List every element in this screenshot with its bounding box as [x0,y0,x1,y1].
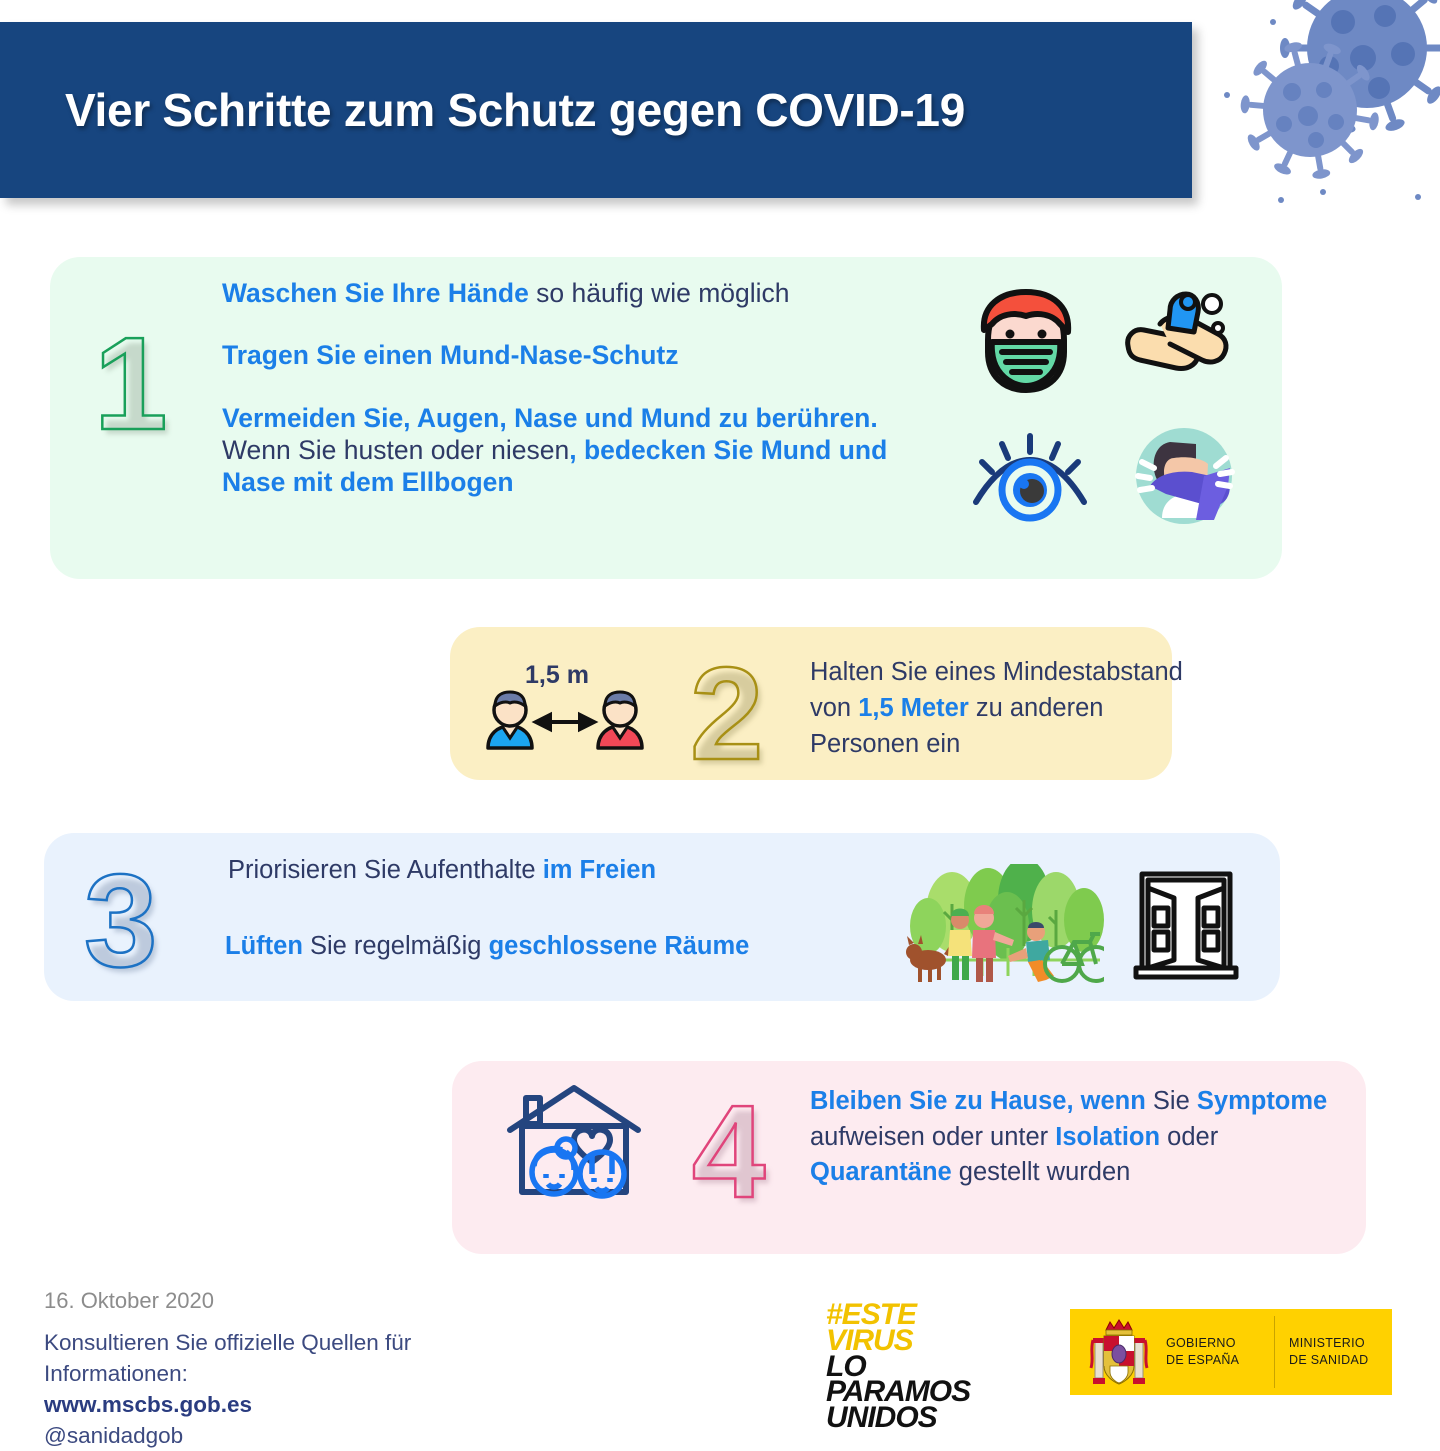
footer-handle[interactable]: @sanidadgob [44,1423,184,1449]
step-1-line2-bold: Tragen Sie einen Mund-Nase-Schutz [222,340,679,371]
footer-url[interactable]: www.mscbs.gob.es [44,1392,252,1418]
step-3-line1-rest: Priorisieren Sie Aufenthalte [228,856,543,884]
gov-logo-right-line2: DE SANIDAD [1289,1353,1369,1367]
distance-label: 1,5 m [525,661,589,689]
footer-sources-line1: Konsultieren Sie offizielle Quellen für [44,1330,412,1355]
campaign-line-4: PARAMOS [826,1375,971,1409]
step-3-number: 3 [84,847,158,994]
step-4-bold-d: Quarantäne [810,1158,952,1187]
step-1-line-1 [222,277,922,309]
step-2-text-bold: 1,5 Meter [858,694,969,723]
step-1-line4-comma: , [569,434,584,465]
step-3-line-2 [225,932,749,961]
step-1-line4-rest: Wenn Sie husten oder niesen [222,434,570,465]
step-4-number: 4 [692,1078,766,1225]
step-1-text [222,277,922,499]
footer-date: 16. Oktober 2020 [44,1288,215,1313]
step-2-text-a: Halten Sie eines Mindestabstand von [810,658,1183,723]
step-4-bold-a: Bleiben Sie zu Hause, wenn [810,1087,1146,1115]
coronavirus-particles-icon [1215,0,1440,215]
park-outdoors-icon [904,864,1104,986]
step-4-text [810,1084,1330,1191]
step-4-bold-b: Symptome [1196,1087,1328,1115]
campaign-line-1: #ESTE [826,1298,917,1331]
step-3-line-1 [228,856,656,885]
header-banner [0,22,1192,198]
step-3-line2-rest: Sie regelmäßig [302,932,489,960]
step-2-number: 2 [690,640,764,787]
step-1-line4-bold: bedecken Sie Mund und Nase mit dem Ellbogen [222,434,888,498]
step-1-line1-bold: Waschen Sie Ihre Hände [222,278,529,308]
government-logo [1070,1309,1392,1395]
footer-sources-line2: Informationen: [44,1361,188,1387]
cough-into-elbow-icon [1122,424,1240,528]
step-4-end: gestellt wurden [951,1158,1131,1187]
footer-sources [44,1327,564,1451]
step-1-line1-rest: so häufig wie möglich [528,278,790,308]
step-1-line-2 [222,339,922,371]
step-1-line3-bold: Vermeiden Sie, Augen, Nase und Mund zu berühren. [222,402,878,433]
page-title: Vier Schritte zum Schutz gegen COVID-19 [65,84,965,136]
campaign-line-3: LO [826,1349,866,1383]
step-2-text-b: zu anderen Personen ein [810,694,1104,759]
campaign-line-5: UNIDOS [826,1401,937,1435]
gov-logo-left-text [1166,1335,1270,1369]
step-1-number: 1 [94,310,168,457]
step-4-mid-a: Sie [1145,1087,1197,1115]
step-2-text [810,654,1190,763]
step-1-line-4 [222,434,922,499]
step-3-line2-bold-b: geschlossene Räume [488,932,750,960]
step-1-line-3 [222,402,922,434]
social-distance-icon [480,690,650,752]
spain-coat-of-arms-icon [1088,1316,1150,1388]
handwashing-icon [1118,288,1236,388]
masked-face-icon [968,282,1084,400]
gov-logo-left-line1: GOBIERNO [1166,1336,1236,1351]
step-3-line2-bold-a: Lüften [225,932,303,960]
step-4-bold-c: Isolation [1055,1122,1161,1151]
header-banner-inner [0,22,1192,198]
home-family-icon [504,1082,644,1204]
gov-logo-right-text [1289,1335,1368,1369]
gov-logo-left-line2: DE ESPAÑA [1166,1353,1240,1367]
eye-icon [968,428,1092,524]
gov-logo-right-line1: MINISTERIO [1289,1336,1365,1351]
campaign-line-2: VIRUS [826,1323,913,1357]
gov-logo-divider [1274,1316,1275,1388]
step-3-line1-bold: im Freien [542,856,657,884]
open-window-icon [1128,866,1244,984]
step-4-mid-c: oder [1160,1122,1219,1151]
step-4-mid-b: aufweisen oder unter [810,1122,1056,1151]
campaign-logo [826,1298,1006,1435]
